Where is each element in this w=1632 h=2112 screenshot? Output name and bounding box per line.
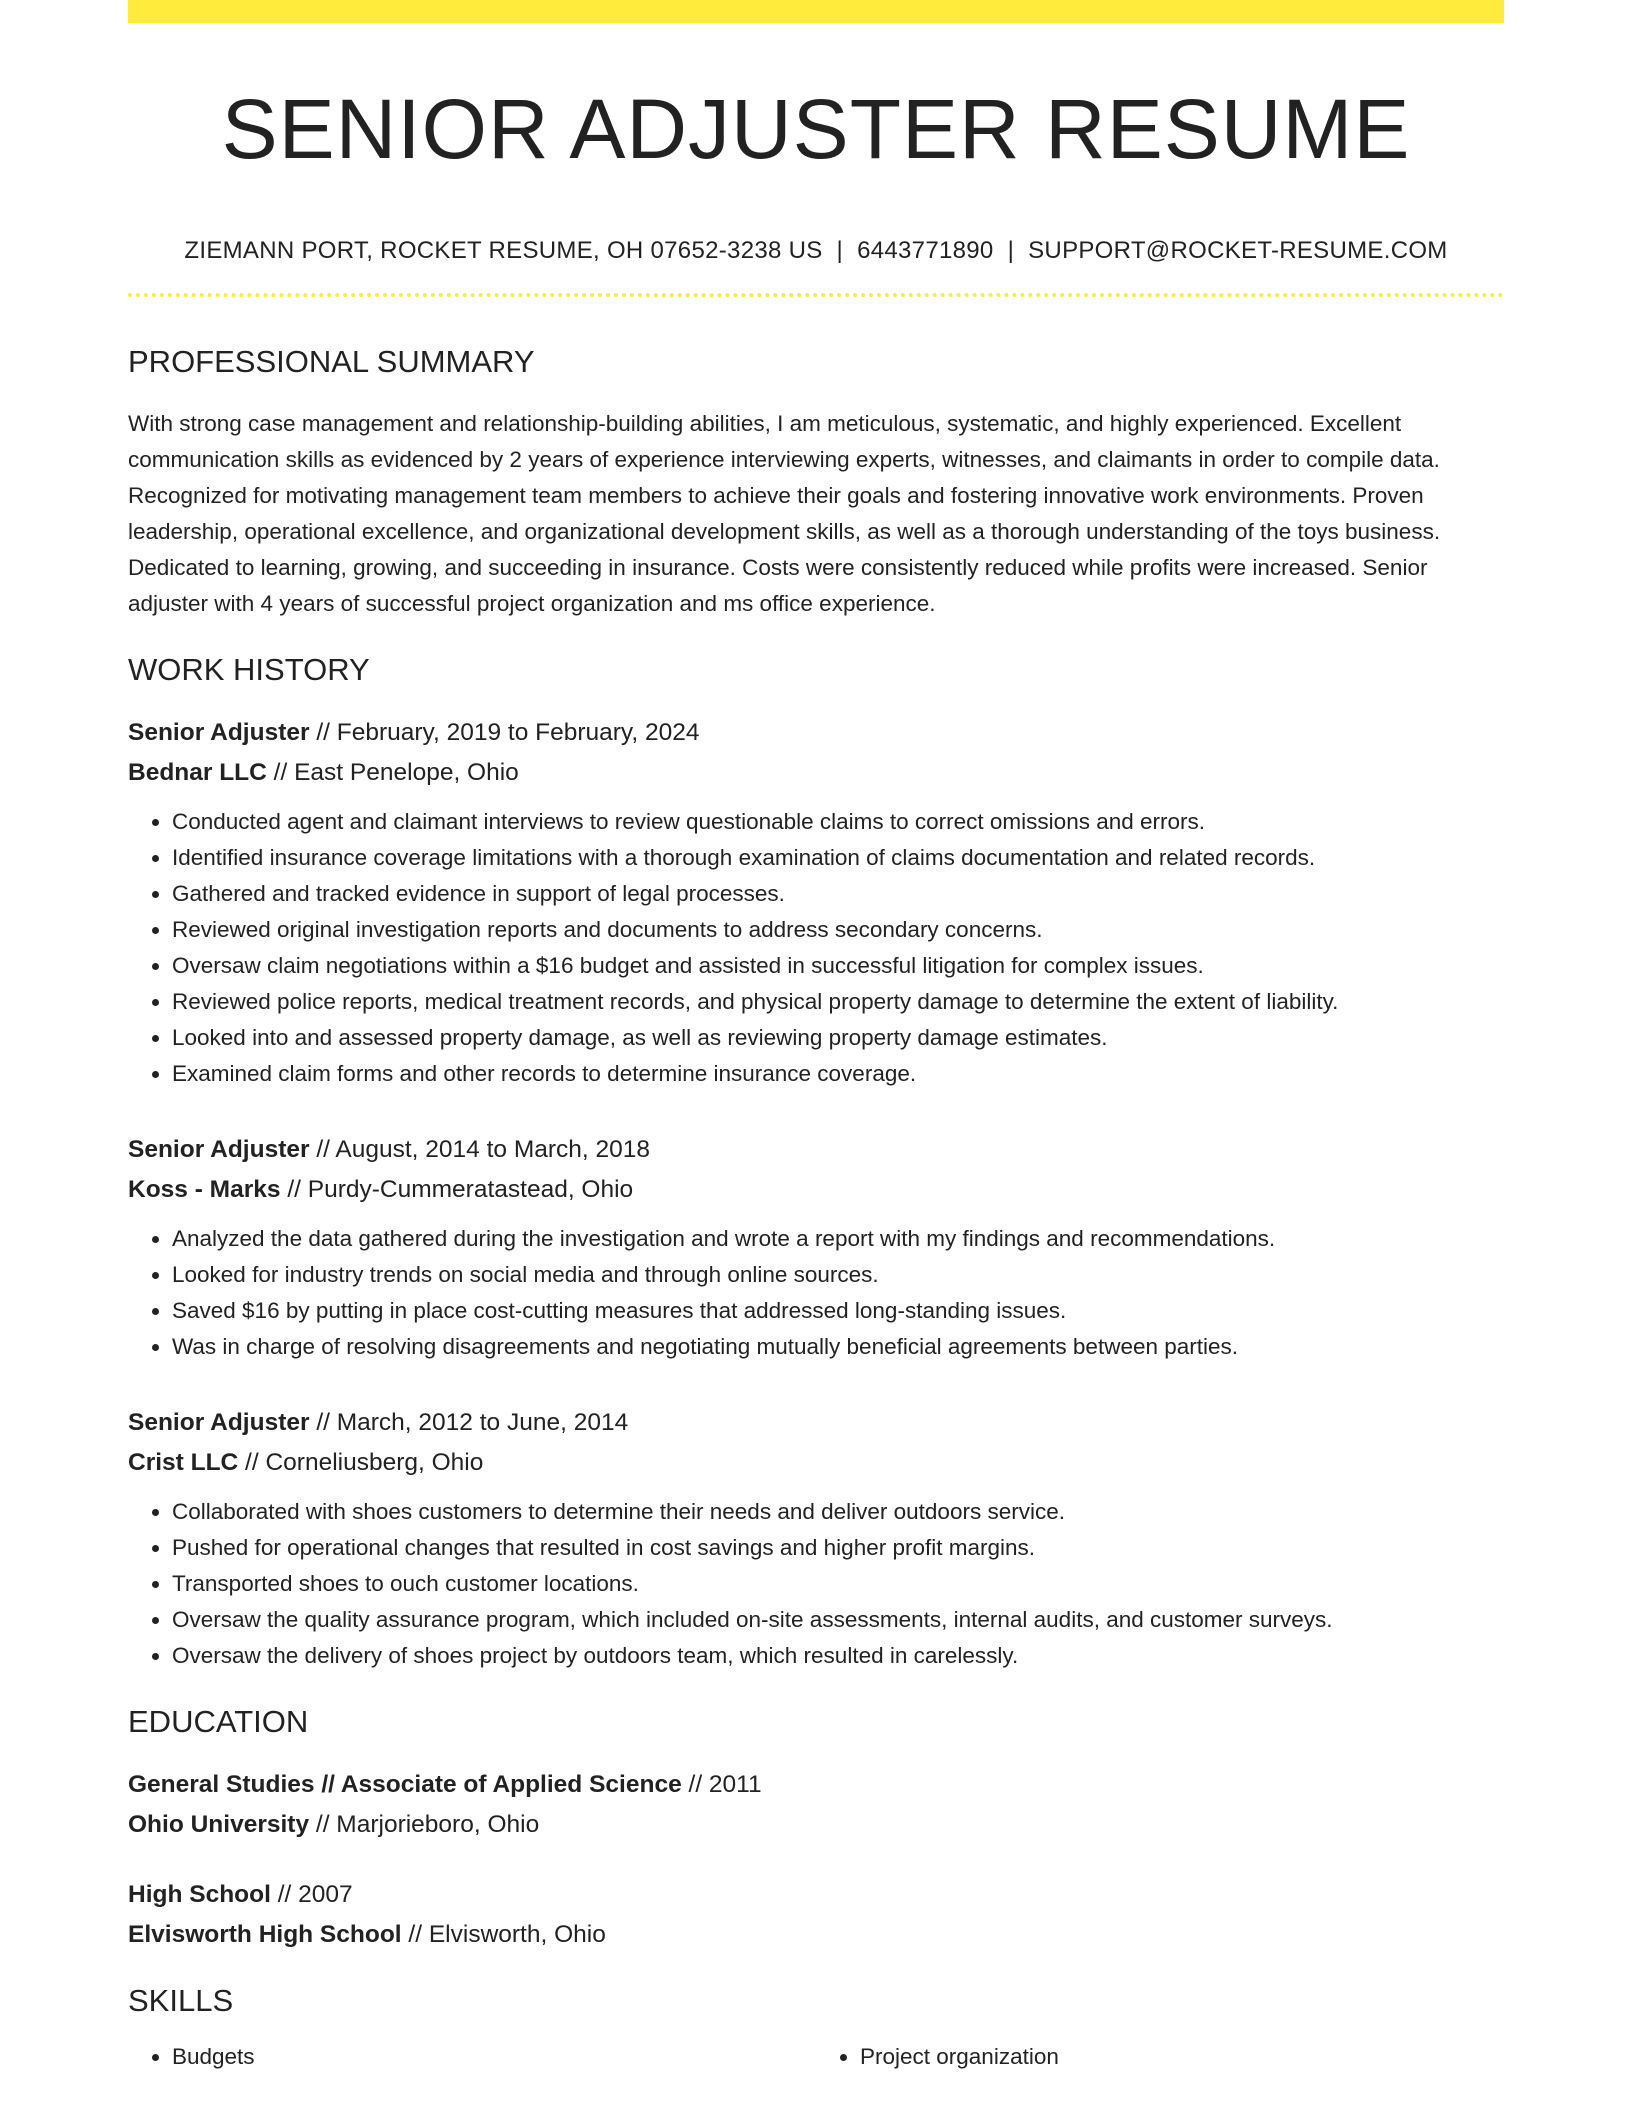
accent-bar bbox=[128, 0, 1504, 23]
list-item: • Oversaw the delivery of shoes project by outdoors team, which resulted in carelessly. bbox=[172, 1638, 1504, 1674]
job-bullets bbox=[128, 1494, 1504, 1674]
job-dates: // March, 2012 to June, 2014 bbox=[309, 1408, 629, 1436]
contact-separator: | bbox=[836, 237, 844, 265]
section-heading-summary: PROFESSIONAL SUMMARY bbox=[128, 344, 535, 380]
contact-phone: 6443771890 bbox=[857, 237, 994, 265]
education-school: Ohio University bbox=[128, 1810, 310, 1838]
list-item: • Looked into and assessed property damage, as well as reviewing property damage estimates. bbox=[172, 1020, 1504, 1056]
list-item: • Was in charge of resolving disagreements and negotiating mutually beneficial agreements between parties. bbox=[172, 1329, 1504, 1365]
education-school-line bbox=[128, 1805, 1504, 1845]
skills-list bbox=[128, 2039, 1504, 2075]
job-dates: // August, 2014 to March, 2018 bbox=[309, 1135, 651, 1163]
list-item: • Transported shoes to ouch customer locations. bbox=[172, 1566, 1504, 1602]
resume-page bbox=[128, 0, 1504, 2075]
list-item: • Conducted agent and claimant interviews to review questionable claims to correct omissions and errors. bbox=[172, 804, 1504, 840]
list-item: • Gathered and tracked evidence in support of legal processes. bbox=[172, 876, 1504, 912]
education-entry bbox=[128, 1765, 1504, 1845]
job-title-line bbox=[128, 1130, 1504, 1170]
job-title-line bbox=[128, 713, 1504, 753]
job-dates: // February, 2019 to February, 2024 bbox=[309, 718, 700, 746]
job-entry bbox=[128, 1403, 1504, 1674]
job-entry bbox=[128, 713, 1504, 1092]
list-item: • Reviewed police reports, medical treatment records, and physical property damage to determine the extent of liability. bbox=[172, 984, 1504, 1020]
job-title-line bbox=[128, 1403, 1504, 1443]
job-bullets bbox=[128, 1221, 1504, 1365]
job-company: Bednar LLC bbox=[128, 758, 267, 786]
list-item: • Reviewed original investigation reports and documents to address secondary concerns. bbox=[172, 912, 1504, 948]
job-role: Senior Adjuster bbox=[128, 1408, 310, 1436]
education-degree-line bbox=[128, 1875, 1504, 1915]
contact-email: SUPPORT@ROCKET-RESUME.COM bbox=[1028, 237, 1448, 265]
list-item: • Examined claim forms and other records to determine insurance coverage. bbox=[172, 1056, 1504, 1092]
summary-text: With strong case management and relationship-building abilities, I am meticulous, systematic, and highly experienced. Excellent communication skills as evidenced by 2 years of experience interviewing experts, witnesses, and claimants in order to compile data. Recognized for motivating management team members to achieve their goals and fostering innovative work environments. Proven leadership, operational excellence, and organizational development skills, as well as a thorough understanding of the toys business. Dedicated to learning, growing, and succeeding in insurance. Costs were consistently reduced while profits were increased. Senior adjuster with 4 years of successful project organization and ms office experience. bbox=[128, 410, 1441, 616]
list-item: • Saved $16 by putting in place cost-cutting measures that addressed long-standing issues. bbox=[172, 1293, 1504, 1329]
job-location: // Corneliusberg, Ohio bbox=[238, 1448, 484, 1476]
education-year: // 2007 bbox=[270, 1880, 353, 1908]
job-location: // East Penelope, Ohio bbox=[266, 758, 519, 786]
section-heading-education: EDUCATION bbox=[128, 1703, 309, 1739]
section-heading-work-history: WORK HISTORY bbox=[128, 651, 370, 687]
resume-title: SENIOR ADJUSTER RESUME bbox=[221, 82, 1411, 176]
skills-column-left bbox=[128, 2039, 816, 2075]
education-year: // 2011 bbox=[681, 1770, 762, 1798]
list-item: • Analyzed the data gathered during the investigation and wrote a report with my findings and recommendations. bbox=[172, 1221, 1504, 1257]
list-item: • Oversaw claim negotiations within a $16 budget and assisted in successful litigation for complex issues. bbox=[172, 948, 1504, 984]
list-item: • Collaborated with shoes customers to determine their needs and deliver outdoors service. bbox=[172, 1494, 1504, 1530]
education-location: // Elvisworth, Ohio bbox=[401, 1920, 606, 1948]
education-degree: High School bbox=[128, 1880, 271, 1908]
list-item: • Looked for industry trends on social media and through online sources. bbox=[172, 1257, 1504, 1293]
education-entry bbox=[128, 1875, 1504, 1955]
job-bullets bbox=[128, 804, 1504, 1092]
education-degree-line bbox=[128, 1765, 1504, 1805]
education-school: Elvisworth High School bbox=[128, 1920, 402, 1948]
job-role: Senior Adjuster bbox=[128, 1135, 310, 1163]
education-location: // Marjorieboro, Ohio bbox=[309, 1810, 540, 1838]
education-school-line bbox=[128, 1915, 1504, 1955]
list-item: • Pushed for operational changes that resulted in cost savings and higher profit margins. bbox=[172, 1530, 1504, 1566]
job-company-line bbox=[128, 1443, 1504, 1483]
education-degree: General Studies // Associate of Applied Science bbox=[128, 1770, 682, 1798]
skill-item: • Project organization bbox=[860, 2039, 1504, 2075]
skill-item: • Budgets bbox=[172, 2039, 816, 2075]
job-company: Koss - Marks bbox=[128, 1175, 281, 1203]
contact-line bbox=[128, 237, 1504, 265]
job-entry bbox=[128, 1130, 1504, 1365]
job-location: // Purdy-Cummeratastead, Ohio bbox=[280, 1175, 634, 1203]
job-company: Crist LLC bbox=[128, 1448, 239, 1476]
list-item: • Oversaw the quality assurance program, which included on-site assessments, internal audits, and customer surveys. bbox=[172, 1602, 1504, 1638]
contact-separator: | bbox=[1007, 237, 1015, 265]
job-company-line bbox=[128, 1170, 1504, 1210]
skills-column-right bbox=[816, 2039, 1504, 2075]
contact-address: ZIEMANN PORT, ROCKET RESUME, OH 07652-3238 US bbox=[184, 237, 823, 265]
list-item: • Identified insurance coverage limitations with a thorough examination of claims documentation and related records. bbox=[172, 840, 1504, 876]
header-divider bbox=[128, 293, 1504, 297]
job-role: Senior Adjuster bbox=[128, 718, 310, 746]
section-heading-skills: SKILLS bbox=[128, 1982, 234, 2018]
job-company-line bbox=[128, 753, 1504, 793]
